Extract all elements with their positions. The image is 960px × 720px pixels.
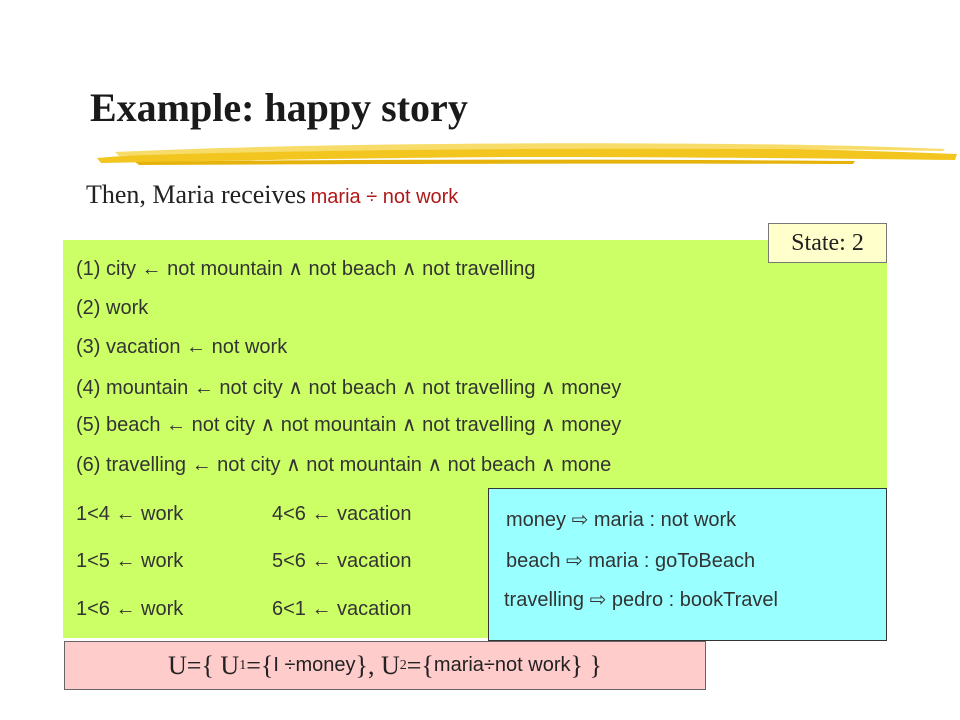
rule-5: (5) beach ← not city ∧ not mountain ∧ not travelling ∧ money [76, 414, 622, 436]
updates-eq-2: ={ [406, 650, 434, 680]
title-underline-brush [95, 138, 960, 168]
action-2: beach ⇨ maria : goToBeach [506, 550, 756, 572]
preference-2a: 1<5 ← work [76, 550, 184, 572]
action-3: travelling ⇨ pedro : bookTravel [504, 589, 778, 611]
updates-close: } } [570, 650, 602, 680]
intro-event: maria ÷ not work [310, 186, 459, 208]
updates-open: U={ U [168, 650, 240, 680]
preference-2b: 5<6 ← vacation [272, 550, 412, 572]
state-badge: State: 2 [768, 223, 887, 263]
slide-title: Example: happy story [90, 85, 468, 130]
update-2-content: maria÷not work [433, 654, 571, 676]
update-2-index: 2 [399, 657, 407, 673]
intro-text: Then, Maria receives [86, 180, 307, 209]
rule-6: (6) travelling ← not city ∧ not mountain ∧ not beach ∧ mone [76, 454, 612, 476]
action-1: money ⇨ maria : not work [506, 509, 737, 531]
rule-3: (3) vacation ← not work [76, 336, 288, 358]
rule-1: (1) city ← not mountain ∧ not beach ∧ not travelling [76, 258, 536, 280]
preference-3b: 6<1 ← vacation [272, 598, 412, 620]
updates-sep: }, U [355, 650, 400, 680]
rule-4: (4) mountain ← not city ∧ not beach ∧ not travelling ∧ money [76, 377, 622, 399]
preference-1a: 1<4 ← work [76, 503, 184, 525]
preference-1b: 4<6 ← vacation [272, 503, 412, 525]
preference-3a: 1<6 ← work [76, 598, 184, 620]
updates-eq-1: ={ [246, 650, 274, 680]
updates-box [64, 641, 706, 690]
intro-line [86, 180, 458, 210]
update-1-content: I ÷money [273, 654, 356, 676]
rule-2: (2) work [76, 297, 149, 319]
update-1-index: 1 [239, 657, 247, 673]
